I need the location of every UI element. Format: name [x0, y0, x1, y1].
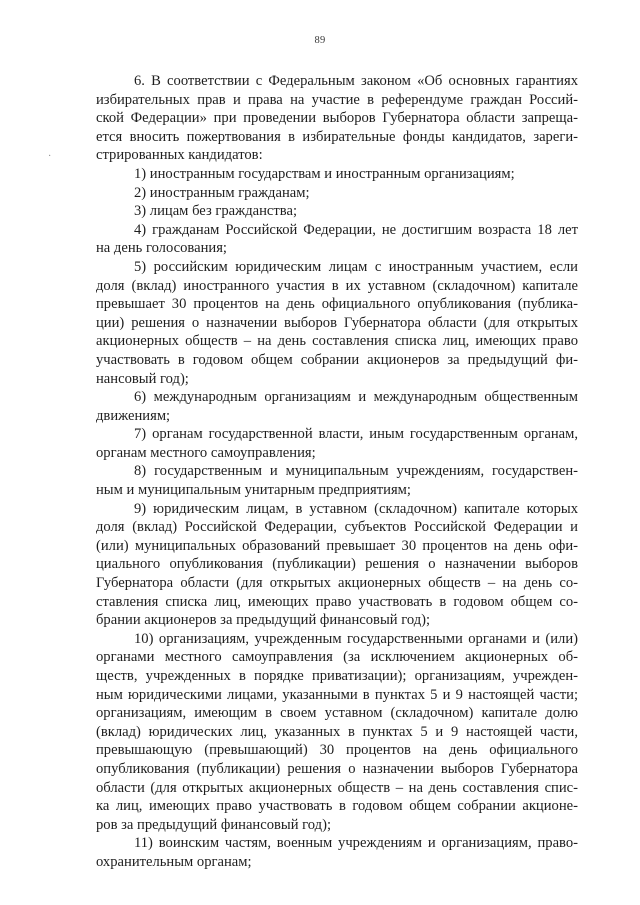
text-line: (или) муниципальных образований превышает 30 процентов на день офи- — [96, 537, 578, 554]
text-line: ществ, учрежденных в порядке приватизации); организациям, учрежден- — [96, 668, 578, 684]
text-line: 1) иностранным государствам и иностранным организациям; — [134, 165, 515, 182]
text-line: организациям, имеющим в своем уставном (складочном) капитале долю — [96, 705, 578, 722]
text-line: опубликования (публикации) решения о назначении выборов Губернатора — [96, 760, 578, 777]
text-line: ров за предыдущий финансовый год); — [96, 816, 332, 833]
text-line: стрированных кандидатов: — [96, 147, 263, 164]
text-line: участвовать в годовом общем собрании акционеров за предыдущий фи- — [96, 351, 578, 368]
text-line: брании акционеров за предыдущий финансовый год); — [96, 612, 431, 629]
text-line: акционерных обществ – на день составления списка лиц, имеющих право — [96, 333, 578, 350]
text-line: превышает 30 процентов на день официального опубликования (публика- — [96, 296, 578, 313]
text-line: доля (вклад) иностранного участия в их уставном (складочном) капитале — [96, 277, 578, 294]
text-line: движениям; — [96, 407, 171, 424]
text-line: 6. В соответствии с Федеральным законом «Об основных гарантиях — [134, 73, 578, 89]
text-line: ции) решения о назначении выборов Губернатора области (для открытых — [96, 314, 578, 331]
text-line: 8) государственным и муниципальным учреждениям, государствен- — [134, 463, 578, 480]
document-body — [96, 72, 578, 872]
text-line: ным юридическими лицами, указанными в пунктах 5 и 9 настоящей части; — [96, 686, 578, 703]
text-line: доля (вклад) Российской Федерации, субъектов Российской Федерации и — [96, 519, 578, 536]
text-line: ка лиц, имеющих право участвовать в годовом общем собрании акционе- — [96, 798, 578, 815]
text-line: избирательных прав и права на участие в референдуме граждан Россий- — [96, 91, 578, 108]
text-line: области (для открытых акционерных обществ – на день составления спис- — [96, 779, 578, 796]
text-line: 3) лицам без гражданства; — [134, 203, 298, 220]
text-line: на день голосования; — [96, 240, 227, 257]
text-line: 10) организациям, учрежденным государственными органами и (или) — [134, 630, 578, 647]
text-line: превышающую (превышающий) 30 процентов на день официального — [96, 742, 578, 759]
text-line: ным и муниципальным унитарным предприятиям; — [96, 482, 411, 499]
text-line: Губернатора области (для открытых акционерных обществ – на день со- — [96, 575, 578, 592]
text-line: нансовый год); — [96, 370, 189, 387]
text-line: 4) гражданам Российской Федерации, не достигшим возраста 18 лет — [134, 221, 578, 238]
text-line: 11) воинским частям, военным учреждениям и организациям, право- — [134, 835, 578, 852]
text-line: 6) международным организациям и международным общественным — [134, 389, 578, 406]
text-line: (вклад) юридических лиц, указанных в пунктах 5 и 9 настоящей части, — [96, 723, 578, 740]
text-line: ставления списка лиц, имеющих право участвовать в годовом общем со- — [96, 593, 578, 610]
text-line: 7) органам государственной власти, иным государственным органам, — [134, 426, 578, 443]
text-line: 5) российским юридическим лицам с иностранным участием, если — [134, 258, 578, 275]
page-number: 89 — [314, 35, 326, 46]
text-line: охранительным органам; — [96, 853, 252, 870]
text-line: органами местного самоуправления (за исключением акционерных об- — [96, 649, 578, 666]
text-line: ется вносить пожертвования в избирательные фонды кандидатов, зареги- — [96, 128, 578, 145]
text-line: циального опубликования (публикации) решения о назначении выборов — [96, 556, 578, 573]
text-line: органам местного самоуправления; — [96, 444, 316, 461]
text-line: 9) юридическим лицам, в уставном (складочном) капитале которых — [134, 500, 578, 517]
text-line: ской Федерации» при проведении выборов Губернатора области запреща- — [96, 110, 578, 127]
margin-mark: · — [48, 151, 52, 162]
text-line: 2) иностранным гражданам; — [134, 184, 310, 201]
